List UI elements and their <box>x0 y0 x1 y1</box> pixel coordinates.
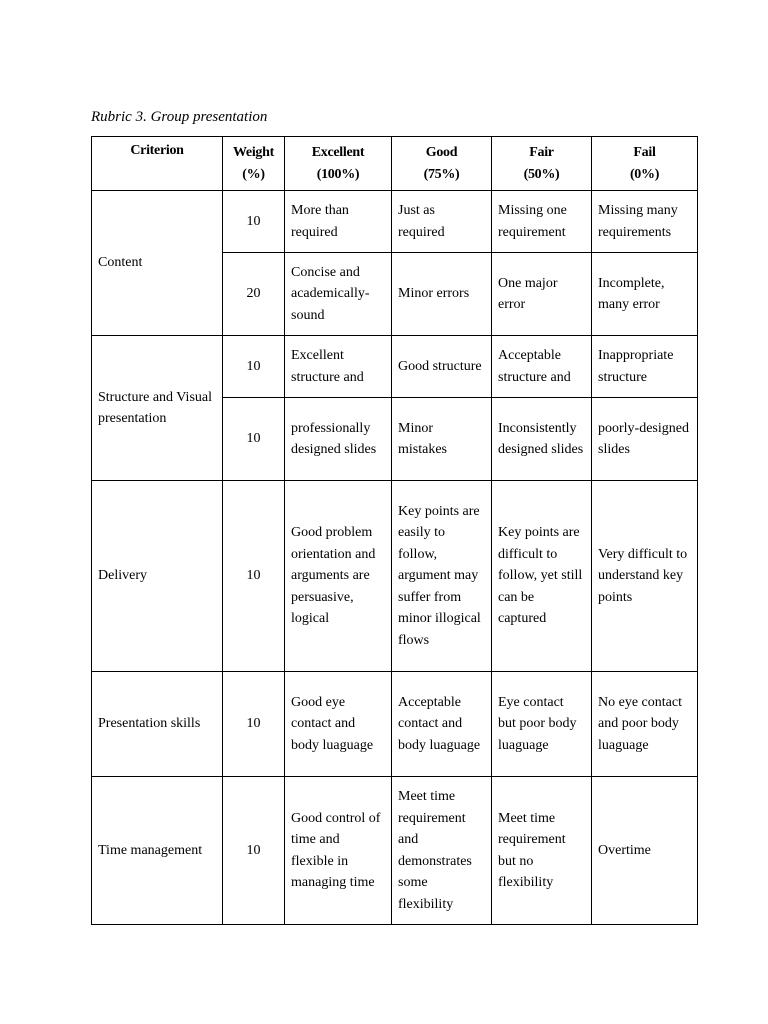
good-cell: Acceptable contact and body luaguage <box>392 672 492 777</box>
fair-cell: Acceptable structure and <box>492 336 592 398</box>
criterion-cell: Content <box>92 191 223 336</box>
criterion-cell: Time management <box>92 777 223 925</box>
weight-cell: 10 <box>223 777 285 925</box>
header-fail: Fail (0%) <box>592 137 698 191</box>
good-cell: Good structure <box>392 336 492 398</box>
weight-cell: 10 <box>223 398 285 481</box>
header-good: Good (75%) <box>392 137 492 191</box>
fail-cell: Overtime <box>592 777 698 925</box>
header-excellent: Excellent (100%) <box>285 137 392 191</box>
good-cell: Just as required <box>392 191 492 253</box>
fair-cell: Eye contact but poor body luaguage <box>492 672 592 777</box>
fair-cell: Inconsistently designed slides <box>492 398 592 481</box>
header-criterion: Criterion <box>92 137 223 191</box>
weight-cell: 10 <box>223 481 285 672</box>
header-row <box>92 137 698 191</box>
good-cell: Minor errors <box>392 253 492 336</box>
good-cell: Minor mistakes <box>392 398 492 481</box>
fair-cell: One major error <box>492 253 592 336</box>
table-row <box>92 336 698 398</box>
fail-cell: poorly-designed slides <box>592 398 698 481</box>
excellent-cell: Good problem orientation and arguments are persuasive, logical <box>285 481 392 672</box>
excellent-cell: Concise and academically-sound <box>285 253 392 336</box>
table-row <box>92 481 698 672</box>
fail-cell: Inappropriate structure <box>592 336 698 398</box>
criterion-cell: Presentation skills <box>92 672 223 777</box>
good-cell: Meet time requirement and demonstrates some flexibility <box>392 777 492 925</box>
table-row <box>92 191 698 253</box>
excellent-cell: Excellent structure and <box>285 336 392 398</box>
weight-cell: 10 <box>223 191 285 253</box>
rubric-table <box>91 136 698 925</box>
header-fair: Fair (50%) <box>492 137 592 191</box>
table-row <box>92 777 698 925</box>
fail-cell: Incomplete, many error <box>592 253 698 336</box>
criterion-cell: Structure and Visual presentation <box>92 336 223 481</box>
header-weight: Weight (%) <box>223 137 285 191</box>
excellent-cell: Good control of time and flexible in managing time <box>285 777 392 925</box>
fair-cell: Meet time requirement but no flexibility <box>492 777 592 925</box>
fail-cell: Very difficult to understand key points <box>592 481 698 672</box>
weight-cell: 10 <box>223 336 285 398</box>
fair-cell: Key points are difficult to follow, yet still can be captured <box>492 481 592 672</box>
good-cell: Key points are easily to follow, argument may suffer from minor illogical flows <box>392 481 492 672</box>
table-row <box>92 672 698 777</box>
weight-cell: 20 <box>223 253 285 336</box>
fail-cell: No eye contact and poor body luaguage <box>592 672 698 777</box>
excellent-cell: Good eye contact and body luaguage <box>285 672 392 777</box>
fail-cell: Missing many requirements <box>592 191 698 253</box>
table-caption: Rubric 3. Group presentation <box>91 109 268 125</box>
excellent-cell: professionally designed slides <box>285 398 392 481</box>
excellent-cell: More than required <box>285 191 392 253</box>
weight-cell: 10 <box>223 672 285 777</box>
criterion-cell: Delivery <box>92 481 223 672</box>
fair-cell: Missing one requirement <box>492 191 592 253</box>
